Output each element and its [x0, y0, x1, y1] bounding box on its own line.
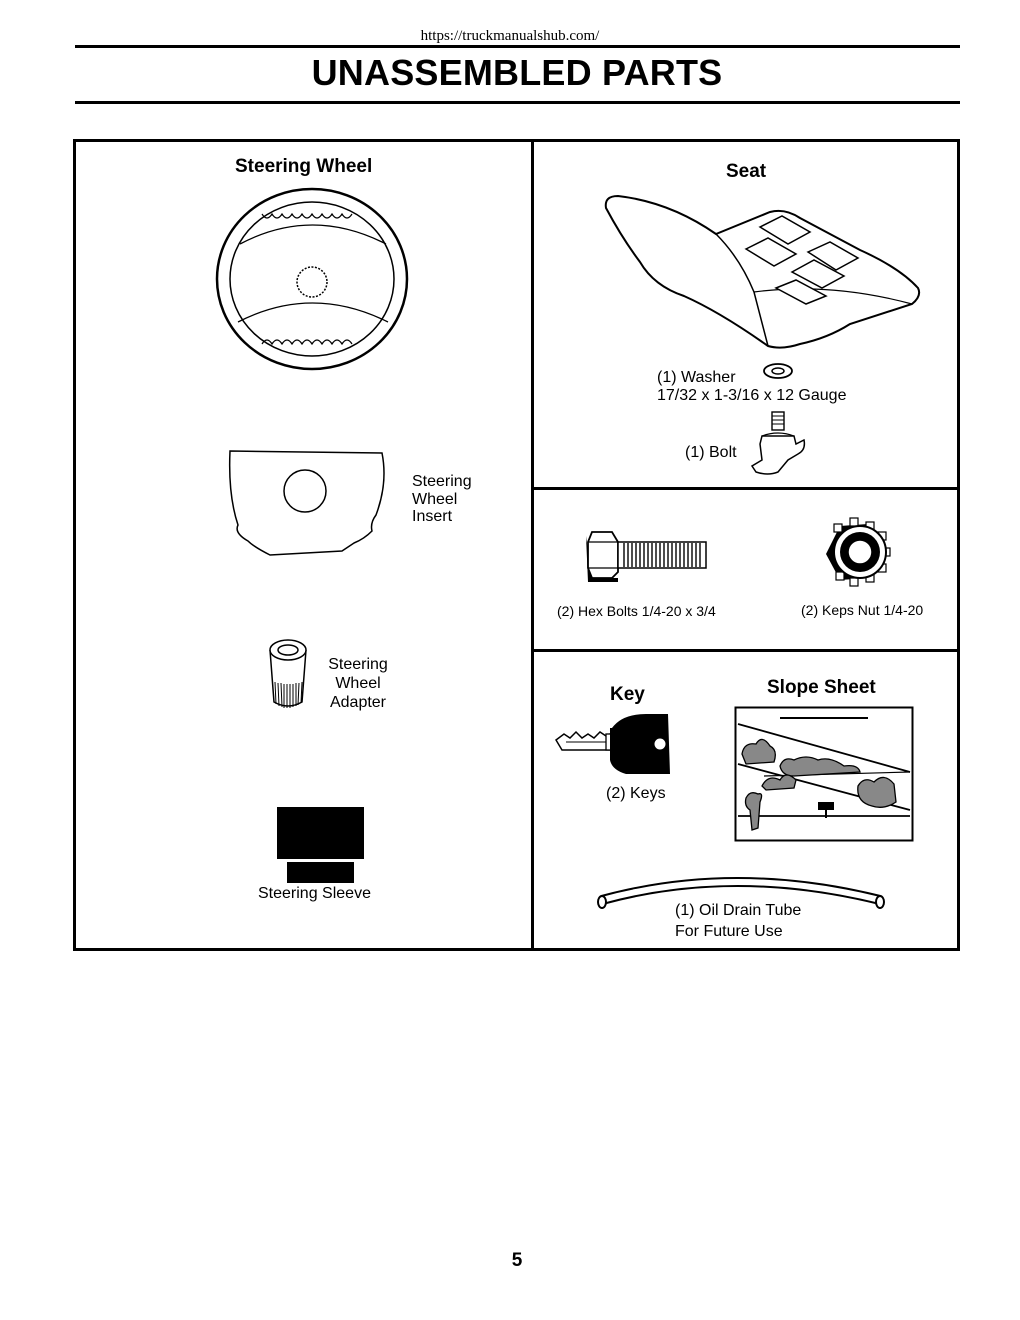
slope-sheet-title: Slope Sheet [767, 677, 876, 698]
seat-title: Seat [726, 161, 767, 182]
steering-sleeve-illustration [276, 806, 366, 884]
steering-wheel-title: Steering Wheel [235, 156, 373, 177]
row-divider-2 [534, 649, 957, 652]
bolt-label: (1) Bolt [685, 444, 737, 461]
header-rule-bottom [75, 101, 960, 104]
steering-wheel-adapter-illustration [266, 636, 310, 712]
seat-illustration [600, 192, 924, 354]
hex-bolts-label: (2) Hex Bolts 1/4-20 x 3/4 [557, 603, 716, 619]
bolt-illustration [748, 410, 808, 478]
slope-sheet-illustration [734, 706, 914, 842]
steering-wheel-insert-label: Steering Wheel Insert [412, 473, 472, 525]
keps-nut-illustration [816, 516, 894, 588]
keps-nut-label: (2) Keps Nut 1/4-20 [801, 602, 924, 618]
oil-drain-tube-label: (1) Oil Drain Tube For Future Use [675, 902, 802, 940]
hex-bolt-illustration [584, 528, 708, 586]
steering-wheel-illustration [214, 186, 410, 372]
page-number: 5 [511, 1250, 523, 1271]
page-title: UNASSEMBLED PARTS [311, 52, 723, 93]
steering-wheel-insert-illustration [224, 447, 388, 557]
header-rule-top [75, 45, 960, 48]
key-illustration [552, 712, 672, 776]
row-divider-1 [534, 487, 957, 490]
key-title: Key [610, 684, 645, 705]
source-url: https://truckmanualshub.com/ [420, 28, 600, 44]
keys-label: (2) Keys [606, 785, 666, 802]
steering-wheel-adapter-label: Steering Wheel Adapter [328, 656, 388, 711]
steering-sleeve-label: Steering Sleeve [258, 885, 371, 902]
washer-label: (1) Washer 17/32 x 1-3/16 x 12 Gauge [657, 369, 847, 404]
column-divider [531, 141, 534, 948]
